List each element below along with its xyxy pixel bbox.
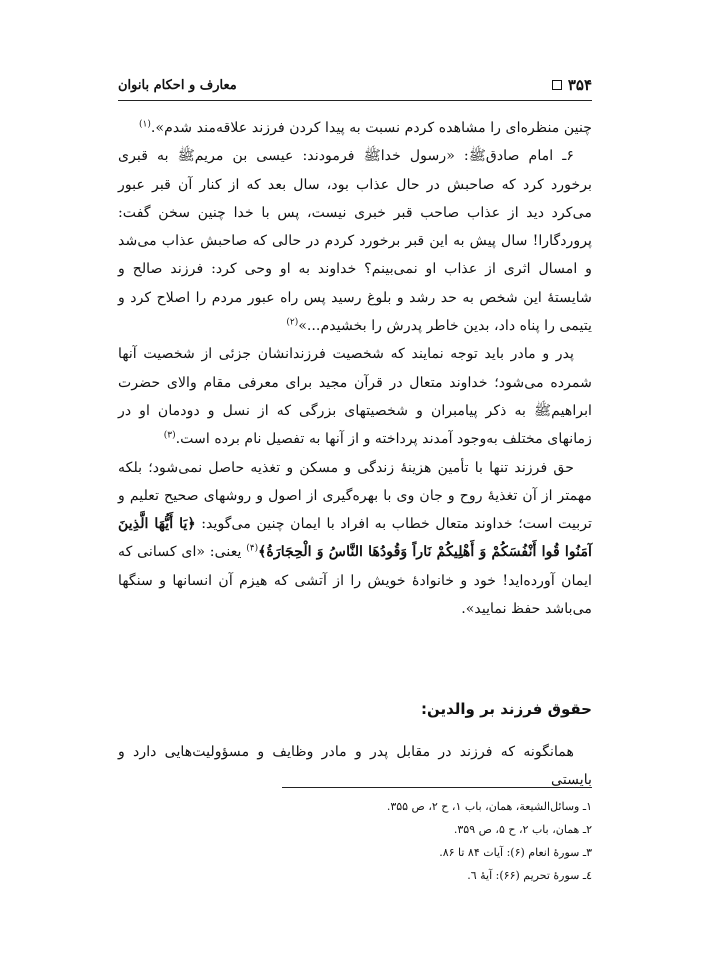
- footnote-1: ۱ـ وسائل‌الشیعة، همان، باب ۱، ح ۲، ص ۳۵۵.: [386, 800, 592, 813]
- paragraph-1-text: چنین منظره‌ای را مشاهده کردم نسبت به پیدا کردن فرزند علاقه‌مند شدم».: [150, 120, 592, 136]
- footnote-4: ٤ـ سورهٔ تحریم (۶۶): آیهٔ ٦.: [467, 869, 592, 882]
- paragraph-3: [118, 340, 592, 453]
- footnote-ref-3: (۳): [163, 430, 176, 441]
- paragraph-1: [118, 114, 592, 142]
- footnote-ref-2: (۲): [286, 317, 299, 328]
- section-first-line: همانگونه که فرزند در مقابل پدر و مادر وظایف و مسؤولیت‌هایی دارد و بایستی: [118, 744, 592, 788]
- paragraph-3-text: پدر و مادر باید توجه نمایند که شخصیت فرزندانشان جزئی از شخصیت آنها شمرده می‌شود؛ خداوند متعال در قرآن مجید برای معرفی مقام والای حضرت ابراهیمﷺ به ذکر پیامبران و شخصیتهای بزرگی که از نسل و دودمان او در زمانهای مختلف به‌وجود آمدند پرداخته و از آنها به تفصیل نام برده است.: [118, 346, 592, 448]
- footnote-3: ۳ـ سورهٔ انعام (۶): آیات ۸۴ تا ۸۶.: [439, 846, 592, 859]
- paragraph-4-text-a: حق فرزند تنها با تأمین هزینهٔ زندگی و مسکن و تغذیه حاصل نمی‌شود؛ بلکه مهمتر از آن تغذیهٔ روح و جان وی با بهره‌گیری از اصول و روشهای صحیح تعلیم و تربیت است؛ خداوند متعال خطاب به افراد با ایمان چنین می‌گوید:: [118, 459, 592, 533]
- section-heading: حقوق فرزند بر والدین:: [420, 700, 592, 718]
- paragraph-2-text: ۶ـ امام صادقﷺ: «رسول خداﷺ فرمودند: عیسی بن مریمﷺ به قبری برخورد کرد که صاحبش در حال عذاب بود، سال بعد که از کنار آن قبر عبور می‌کرد دید از عذاب صاحب قبر خبری نیست، پس با خدا چنین سخن گفت: پروردگارا! سال پیش به این قبر برخورد کردم در حالی که صاحبش عذاب می‌شد و امسال اثری از عذاب او نمی‌بینم؟ خداوند به او وحی کرد: فرزند صالح و شایستهٔ این شخص به حد رشد و بلوغ رسید پس راه عبور مردم را اصلاح کرد و یتیمی را پناه داد، بدین خاطر پدرش را بخشیدم...»: [118, 148, 592, 335]
- footnotes: [112, 795, 592, 887]
- footnote-rule: [282, 787, 592, 788]
- page-number-group: [552, 76, 592, 94]
- paragraph-4-text-b: یعنی: «ای کسانی که ایمان آورده‌اید! خود و خانوادهٔ خویش را از آتشی که هیزم آن انسانها و سنگها می‌باشد حفظ نمایید».: [118, 544, 592, 618]
- paragraph-4: [118, 454, 592, 624]
- header-rule: [118, 100, 592, 101]
- footnote-ref-4: (۴): [246, 543, 259, 554]
- footnote-2: ۲ـ همان، باب ۲، ح ۵، ص ۳۵۹.: [453, 823, 592, 836]
- page-number: ۳۵۴: [567, 76, 592, 94]
- footnote-ref-1: (۱): [139, 119, 151, 130]
- square-bullet-icon: [552, 80, 562, 90]
- paragraph-2: [118, 142, 592, 340]
- quran-verse: ﴿يَا أَيُّهَا الَّذِينَ آمَنُوا قُوا أَنْفُسَكُمْ وَ أَهْلِيكُمْ نَاراً وَقُودُهَا النَّاسُ وَ الْحِجَارَةُ﴾: [118, 516, 592, 561]
- running-title: معارف و احکام بانوان: [118, 77, 237, 93]
- body-text: [118, 114, 592, 623]
- page-header: [118, 72, 592, 98]
